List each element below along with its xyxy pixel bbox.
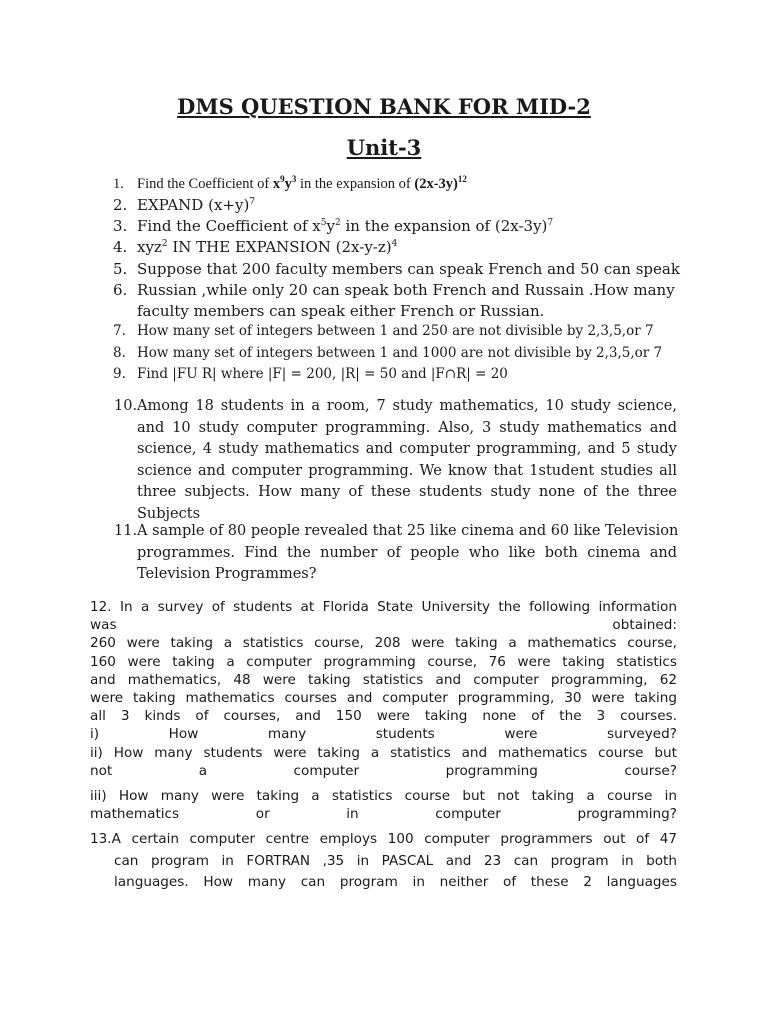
question-13: 13.A certain computer centre employs 100 computer programmers out of 47 can program in FORTRAN ,35 in PASCAL and 23 can program in both languages. How many can program in neither of these 2 languages (90, 831, 677, 890)
document-page: DMS QUESTION BANK FOR MID-2 Unit-3 1. Find the Coefficient of $x^9y^3$ in the expansion of $(2x-3y)^{12}$ 2. EXPAND $(x+y)^7$ 3. Find the Coefficient of $x^5y^2$ in the expansion of $(2x-3y)^7$ 4. xyz$^2$ IN THE EXPANSION $(2x-y-z)^4$ 5. Suppose that 200 faculty members can speak French and 50 can speak 6. Russian ,while only 20 can speak both French and Russain .How many faculty members can speak either French or Russian. 7. How many set of integers between 1 and 250 are not divisible by 2,3,5,or 7 8. How many set of integers between 1 and 1000 are not divisible by 2,3,5,or 7 9. Find |FU R| where |F| = 200, |R| = 50 and |F∩R| = 20 10.Among 18 students in a room, 7 study mathematics, 10 study science, and 10 study computer programming. Also, 3 study mathematics and science, 4 study mathematics and computer programming, and 5 study science and computer programming. We know that 1student studies all three subjects. How many of these students study none of the three Subjects 11.A sample of 80 people revealed that 25 like cinema and 60 like Television programmes. Find the number of people who like both cinema and Television Programmes? 12. In a survey of students at Florida State University the following information was obtained: 260 were taking a statistics course, 208 were taking a mathematics course, 160 were taking a computer programming course, 76 were taking statistics and mathematics, 48 were taking statistics and computer programming, 62 were taking mathematics courses and computer programming, 30 were taking all 3 kinds of courses, and 150 were taking none of the 3 courses. i) How many students were surveyed? ii) How many students were taking a statistics and mathematics course but not a computer programming course? iii) How many were taking a statistics course but not taking a course in mathematics or in computer programming? 13.A certain computer centre employs 100 computer programmers out of 47 can program in FORTRAN ,35 in PASCAL and 23 can program in both languages. How many can program in neither of these 2 languages (0, 0, 768, 1024)
question-10: 10.Among 18 students in a room, 7 study mathematics, 10 study science, and 10 study computer programming. Also, 3 study mathematics and science, 4 study mathematics and computer programming, and 5 study science and computer programming. We know that 1student studies all three subjects. How many of these students study none of the three Subjects (114, 398, 677, 522)
question-11: 11.A sample of 80 people revealed that 25 like cinema and 60 like Television programmes. Find the number of people who like both cinema and Television Programmes? (114, 523, 679, 582)
question-12: 12. In a survey of students at Florida State University the following information was obtained: 260 were taking a statistics course, 208 were taking a mathematics course, 160 were taking a computer programming course, 76 were taking statistics and mathematics, 48 were taking statistics and computer programming, 62 were taking mathematics courses and computer programming, 30 were taking all 3 kinds of courses, and 150 were taking none of the 3 courses. i) How many students were surveyed? ii) How many students were taking a statistics and mathematics course but not a computer programming course? (90, 599, 677, 779)
page-title: DMS QUESTION BANK FOR MID-2 (177, 94, 591, 119)
question-12-part-iii: iii) How many were taking a statistics course but not taking a course in mathematics or in computer programming? (90, 788, 677, 823)
unit-heading: Unit-3 (346, 135, 422, 160)
